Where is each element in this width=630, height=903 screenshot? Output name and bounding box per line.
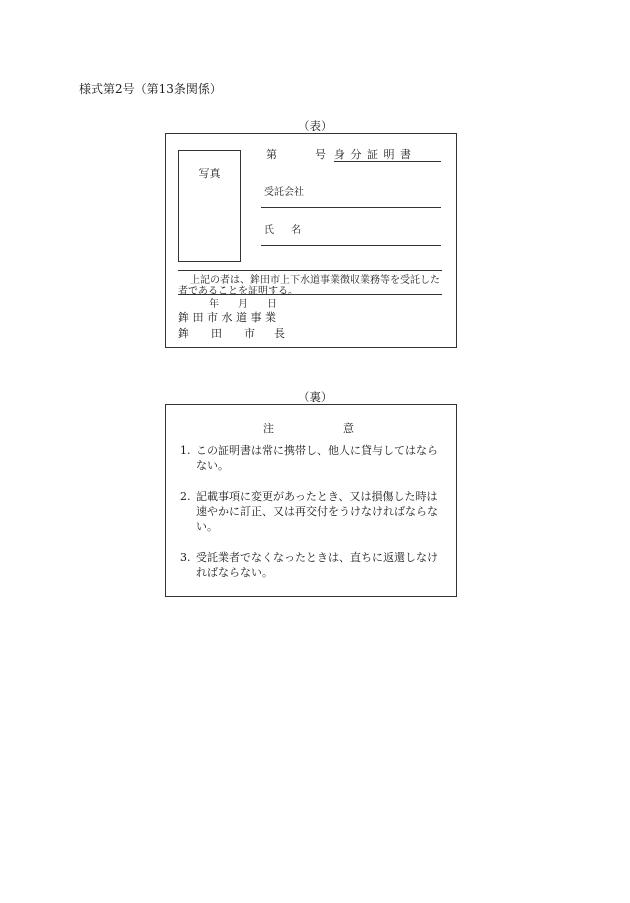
statement-line-1: 上記の者は、鉾田市上下水道事業徴収業務等を受託した: [190, 275, 440, 286]
notes-heading-left: 注: [263, 422, 274, 435]
card-number-prefix: 第: [266, 148, 277, 161]
note-item: [180, 443, 448, 473]
name-label: 氏 名: [264, 225, 302, 236]
note-item: [180, 489, 448, 534]
issuer-line-1: 鉾 田 市 水 道 事 業: [178, 311, 276, 324]
note-number: 3.: [180, 551, 191, 564]
front-side-label: （表）: [298, 119, 333, 133]
notes-heading-right: 意: [343, 422, 354, 435]
date-day: 日: [267, 299, 277, 310]
date-year: 年: [209, 299, 219, 310]
id-card-back: [165, 404, 457, 597]
issuer-line-2-char-2: 田: [211, 327, 222, 340]
form-number: 様式第2号（第13条関係）: [79, 82, 222, 96]
issuer-line-2-char-1: 鉾: [178, 327, 189, 340]
company-line: [261, 207, 441, 208]
card-number-suffix: 号: [315, 148, 326, 161]
note-number: 1.: [180, 444, 191, 457]
card-title: 身 分 証 明 書: [334, 148, 412, 161]
back-side-label: （裏）: [298, 390, 333, 404]
note-text: この証明書は常に携帯し、他人に貸与してはならない。: [196, 444, 438, 472]
photo-label: 写真: [198, 167, 221, 180]
photo-box: [178, 150, 241, 262]
issuer-line-2-char-3: 市: [244, 327, 255, 340]
title-underline: [334, 161, 441, 162]
statement-line-2: 者であることを証明する。: [178, 286, 298, 297]
date-month: 月: [238, 299, 248, 310]
name-line: [261, 245, 441, 246]
note-number: 2.: [180, 490, 191, 503]
company-label: 受託会社: [264, 187, 304, 198]
note-item: [180, 550, 448, 580]
issuer-line-2-char-4: 長: [274, 327, 285, 340]
id-card-front: [165, 133, 457, 348]
note-text: 受託業者でなくなったときは、直ちに返還しなければならない。: [196, 551, 438, 579]
note-text: 記載事項に変更があったとき、又は損傷した時は速やかに訂正、又は再交付をうけなければならない。: [196, 490, 438, 533]
